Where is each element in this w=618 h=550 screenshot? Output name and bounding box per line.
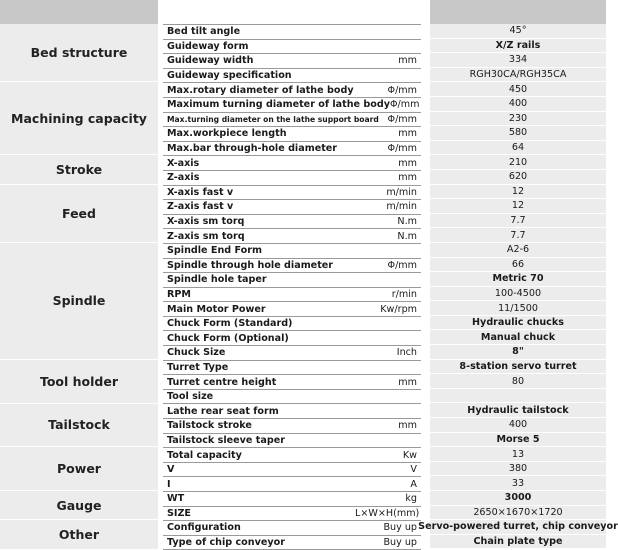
parameter-value: A2-6: [430, 243, 606, 258]
parameter-column: [163, 0, 421, 550]
parameter-name: Chuck Form (Standard): [167, 318, 293, 330]
parameter-name: Bed tilt angle: [167, 26, 241, 38]
parameter-name: Lathe rear seat form: [167, 405, 279, 417]
category-cell: Machining capacity: [0, 82, 158, 155]
parameter-row: [163, 463, 421, 478]
parameter-row: [163, 186, 421, 201]
parameter-value: 66: [430, 258, 606, 273]
parameter-unit: kg: [405, 493, 417, 505]
parameter-name: Maximum turning diameter of lathe body: [167, 99, 390, 111]
parameter-unit: mm: [398, 157, 417, 169]
parameter-value: 400: [430, 97, 606, 112]
parameter-row: [163, 390, 421, 405]
parameter-name: X-axis sm torq: [167, 216, 245, 228]
parameter-name: WT: [167, 493, 185, 505]
parameter-row: [163, 259, 421, 274]
parameter-value: 400: [430, 418, 606, 433]
parameter-row: [163, 317, 421, 332]
parameter-name: Type of chip conveyor: [167, 537, 285, 549]
parameter-value: Morse 5: [430, 433, 606, 448]
parameter-row: [163, 83, 421, 98]
parameter-value: 210: [430, 155, 606, 170]
parameter-unit: Φ/mm: [387, 84, 417, 96]
value-column: [418, 0, 618, 549]
parameter-name: Z-axis sm torq: [167, 230, 245, 242]
parameter-row: [163, 156, 421, 171]
parameter-unit: mm: [398, 55, 417, 67]
parameter-value: 380: [430, 462, 606, 477]
parameter-value: [430, 389, 606, 404]
parameter-value: 12: [430, 185, 606, 200]
parameter-value: 2650×1670×1720: [430, 506, 606, 521]
parameter-unit: N.m: [397, 230, 417, 242]
parameter-row: [163, 434, 421, 449]
parameter-unit: Kw/rpm: [380, 303, 417, 315]
parameter-row: [163, 361, 421, 376]
parameter-row: [163, 331, 421, 346]
parameter-row: [163, 142, 421, 157]
parameter-name: Turret Type: [167, 361, 229, 373]
parameter-row: [163, 244, 421, 259]
header-band-left: [0, 0, 158, 24]
parameter-unit: Φ/mm: [389, 99, 420, 111]
parameter-value: 334: [430, 53, 606, 68]
parameter-value: 33: [430, 476, 606, 491]
parameter-name: Configuration: [167, 522, 241, 534]
parameter-unit: r/min: [391, 288, 417, 300]
parameter-row: [163, 346, 421, 361]
parameter-row: [163, 419, 421, 434]
parameter-unit: Φ/mm: [387, 113, 417, 125]
parameter-row: [163, 448, 421, 463]
parameter-value: 7.7: [430, 228, 606, 243]
parameter-unit: Buy up: [383, 537, 417, 549]
category-cell: Other: [0, 520, 158, 549]
category-cell: Spindle: [0, 243, 158, 360]
parameter-row: [163, 536, 421, 550]
parameter-value: 8-station servo turret: [430, 360, 606, 375]
parameter-value: Hydraulic tailstock: [430, 403, 606, 418]
parameter-row: [163, 54, 421, 69]
category-cell: Gauge: [0, 491, 158, 520]
parameter-name: Spindle End Form: [167, 245, 262, 257]
parameter-row: [163, 404, 421, 419]
parameter-value: 100-4500: [430, 287, 606, 302]
parameter-unit: Inch: [396, 347, 417, 359]
parameter-value: 64: [430, 141, 606, 156]
parameter-unit: Buy up: [383, 522, 417, 534]
parameter-row: [163, 200, 421, 215]
parameter-name: Total capacity: [167, 449, 242, 461]
header-band-right: [430, 0, 606, 24]
parameter-row: [163, 375, 421, 390]
parameter-name: Tailstock stroke: [167, 420, 252, 432]
parameter-name: Turret centre height: [167, 376, 277, 388]
parameter-name: Guideway specification: [167, 70, 292, 82]
parameter-value: 3000: [430, 491, 606, 506]
parameter-name: Guideway width: [167, 55, 254, 67]
parameter-name: Spindle through hole diameter: [167, 259, 334, 271]
parameter-name: X-axis fast v: [167, 186, 234, 198]
parameter-unit: Φ/mm: [387, 143, 417, 155]
parameter-name: Main Motor Power: [167, 303, 266, 315]
parameter-name: SIZE: [167, 507, 191, 519]
parameter-value: RGH30CA/RGH35CA: [430, 68, 606, 83]
parameter-name: Max.turning diameter on the lathe support board: [167, 114, 379, 124]
parameter-value: Hydraulic chucks: [430, 316, 606, 331]
parameter-name: Z-axis fast v: [167, 201, 234, 213]
category-cell: Tool holder: [0, 360, 158, 404]
parameter-unit: mm: [398, 420, 417, 432]
parameter-row: [163, 229, 421, 244]
category-cell: Bed structure: [0, 24, 158, 82]
parameter-row: [163, 113, 421, 128]
parameter-value: Chain plate type: [430, 535, 606, 550]
parameter-value: Manual chuck: [430, 330, 606, 345]
parameter-value: 80: [430, 374, 606, 389]
parameter-name: Chuck Size: [167, 347, 226, 359]
parameter-row: [163, 302, 421, 317]
parameter-unit: mm: [398, 172, 417, 184]
parameter-unit: Kw: [402, 449, 417, 461]
parameter-value: 620: [430, 170, 606, 185]
parameter-row: [163, 477, 421, 492]
category-cell: Tailstock: [0, 404, 158, 448]
parameter-name: Max.rotary diameter of lathe body: [167, 84, 354, 96]
parameter-name: Tailstock sleeve taper: [167, 434, 285, 446]
parameter-row: [163, 171, 421, 186]
header-band-middle: [163, 0, 421, 25]
parameter-row: [163, 69, 421, 84]
parameter-name: V: [167, 464, 175, 476]
parameter-row: [163, 521, 421, 536]
parameter-name: Chuck Form (Optional): [167, 332, 289, 344]
parameter-value: 11/1500: [430, 301, 606, 316]
parameter-unit: m/min: [386, 201, 417, 213]
parameter-name: Guideway form: [167, 40, 249, 52]
parameter-value: 230: [430, 112, 606, 127]
parameter-unit: m/min: [386, 186, 417, 198]
parameter-row: [163, 127, 421, 142]
parameter-unit: V: [410, 464, 417, 476]
category-cell: Feed: [0, 185, 158, 243]
parameter-name: RPM: [167, 288, 191, 300]
category-column: [0, 0, 158, 550]
parameter-value: 12: [430, 199, 606, 214]
parameter-row: [163, 492, 421, 507]
parameter-row: [163, 25, 421, 40]
parameter-value: 7.7: [430, 214, 606, 229]
parameter-name: Z-axis: [167, 172, 200, 184]
parameter-unit: Φ/mm: [387, 259, 417, 271]
parameter-unit: mm: [398, 376, 417, 388]
parameter-row: [163, 273, 421, 288]
parameter-name: X-axis: [167, 157, 200, 169]
parameter-value: 8": [430, 345, 606, 360]
parameter-unit: mm: [398, 128, 417, 140]
parameter-row: [163, 40, 421, 55]
parameter-value: X/Z rails: [430, 39, 606, 54]
parameter-name: Max.workpiece length: [167, 128, 287, 140]
parameter-value: 13: [430, 447, 606, 462]
parameter-name: Max.bar through-hole diameter: [167, 143, 338, 155]
parameter-row: [163, 98, 421, 113]
parameter-unit: N.m: [397, 216, 417, 228]
parameter-value: 45°: [430, 24, 606, 39]
parameter-value: 450: [430, 82, 606, 97]
parameter-value: Servo-powered turret, chip conveyor: [430, 520, 606, 535]
parameter-name: I: [167, 478, 171, 490]
parameter-row: [163, 507, 421, 522]
parameter-row: [163, 215, 421, 230]
parameter-name: Tool size: [167, 391, 214, 403]
category-cell: Stroke: [0, 155, 158, 184]
parameter-value: Metric 70: [430, 272, 606, 287]
parameter-unit: L×W×H(mm): [355, 507, 420, 519]
parameter-unit: A: [410, 478, 417, 490]
category-cell: Power: [0, 447, 158, 491]
parameter-name: Spindle hole taper: [167, 274, 267, 286]
parameter-value: 580: [430, 126, 606, 141]
parameter-row: [163, 288, 421, 303]
